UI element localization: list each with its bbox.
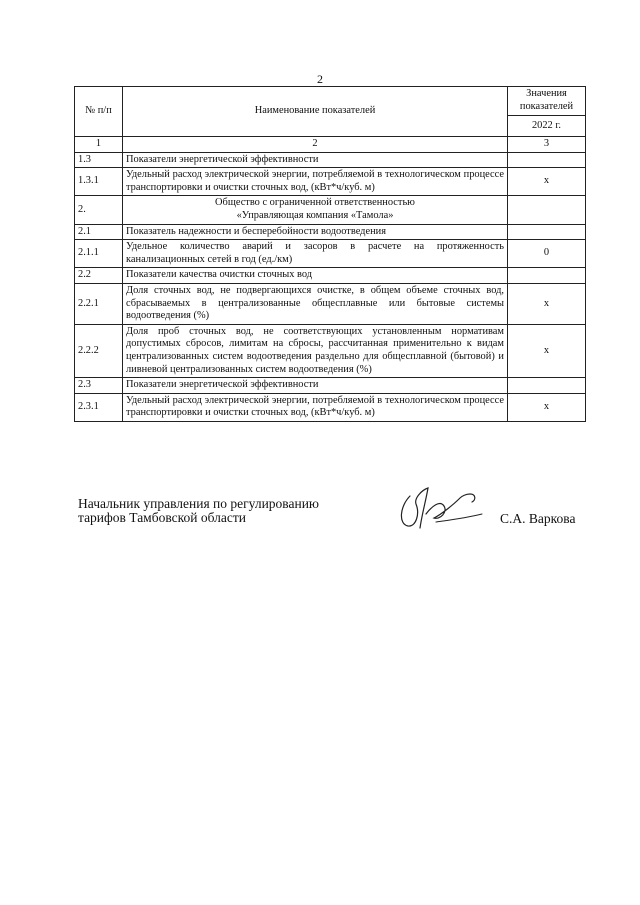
table-header-row <box>75 87 586 116</box>
table-row <box>75 196 586 224</box>
row-name: Показатели энергетической эффективности <box>123 378 508 394</box>
signatory-name: С.А. Варкова <box>500 511 576 526</box>
row-number: 2.1 <box>75 224 123 240</box>
row-number: 2.3 <box>75 378 123 394</box>
row-number: 2. <box>75 196 123 224</box>
handwritten-signature <box>396 484 488 534</box>
row-value <box>508 268 586 284</box>
row-name: Показатели качества очистки сточных вод <box>123 268 508 284</box>
table-row <box>75 283 586 324</box>
row-name: Доля проб сточных вод, не соответствующих установленным нормативам допустимых сбросов, лимитам на сбросы, рассчитанная применительно к видам централизованных систем водоотведения раздельно для общесплавной (бытовой) и ливневой централизованных систем водоотведения (%) <box>123 324 508 377</box>
table-row <box>75 168 586 196</box>
row-value: x <box>508 168 586 196</box>
table-row <box>75 324 586 377</box>
header-year: 2022 г. <box>508 116 586 137</box>
table-row <box>75 268 586 284</box>
row-number: 2.2.2 <box>75 324 123 377</box>
row-name: Удельное количество аварий и засоров в расчете на протяженность канализационных сетей в год (ед./км) <box>123 240 508 268</box>
indicators-table <box>74 86 586 422</box>
row-name: Доля сточных вод, не подвергающихся очистке, в общем объеме сточных вод, сбрасываемых в централизованные общесплавные или бытовые системы водоотведения (%) <box>123 283 508 324</box>
table-row <box>75 240 586 268</box>
row-number: 2.2.1 <box>75 283 123 324</box>
row-value: x <box>508 283 586 324</box>
row-number: 2.3.1 <box>75 393 123 421</box>
row-name: Показатели энергетической эффективности <box>123 152 508 168</box>
column-number: 3 <box>508 137 586 153</box>
header-values: Значения показателей <box>508 87 586 116</box>
table-row <box>75 378 586 394</box>
header-num: № п/п <box>75 87 123 137</box>
org-line: «Управляющая компания «Тамола» <box>236 209 394 221</box>
header-name: Наименование показателей <box>123 87 508 137</box>
row-name: Удельный расход электрической энергии, потребляемой в технологическом процессе транспортировки и очистки сточных вод, (кВт*ч/куб. м) <box>123 393 508 421</box>
row-name <box>123 196 508 224</box>
row-value <box>508 224 586 240</box>
row-value: 0 <box>508 240 586 268</box>
org-line: Общество с ограниченной ответственностью <box>215 197 415 209</box>
table-row <box>75 152 586 168</box>
row-name: Показатель надежности и бесперебойности водоотведения <box>123 224 508 240</box>
row-number: 1.3 <box>75 152 123 168</box>
row-value: x <box>508 324 586 377</box>
row-value <box>508 378 586 394</box>
row-number: 2.2 <box>75 268 123 284</box>
signatory-position <box>78 497 319 525</box>
row-name: Удельный расход электрической энергии, потребляемой в технологическом процессе транспортировки и очистки сточных вод, (кВт*ч/куб. м) <box>123 168 508 196</box>
row-number: 1.3.1 <box>75 168 123 196</box>
column-number: 2 <box>123 137 508 153</box>
row-value <box>508 196 586 224</box>
position-line: тарифов Тамбовской области <box>78 510 246 525</box>
column-number: 1 <box>75 137 123 153</box>
page-number: 2 <box>317 72 323 86</box>
column-numbers-row <box>75 137 586 153</box>
row-value <box>508 152 586 168</box>
position-line: Начальник управления по регулированию <box>78 496 320 511</box>
row-value: x <box>508 393 586 421</box>
row-number: 2.1.1 <box>75 240 123 268</box>
table-row <box>75 224 586 240</box>
table-row <box>75 393 586 421</box>
